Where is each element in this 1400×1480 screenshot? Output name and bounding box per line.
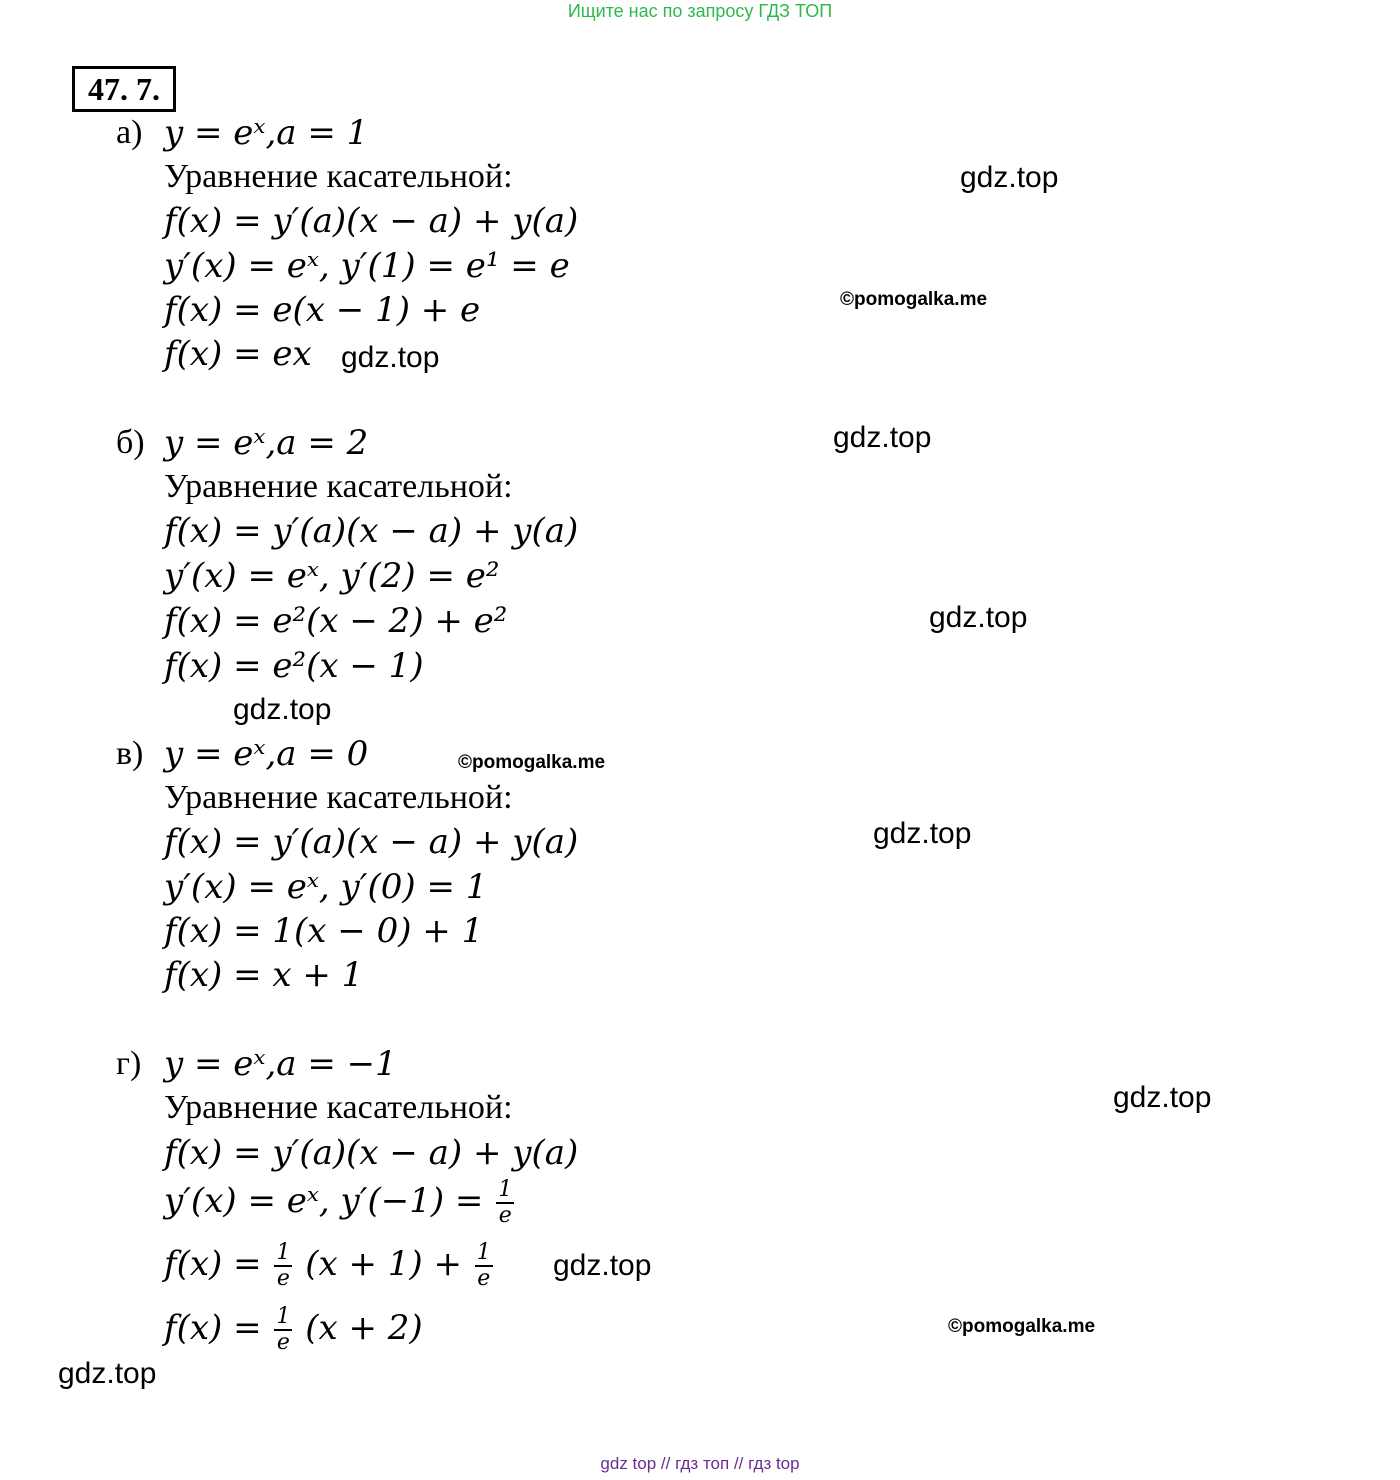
fraction bbox=[475, 1241, 493, 1291]
watermark-gdz: gdz.top bbox=[233, 693, 332, 726]
part-b-line-4: f(x) = e²(x − 1) bbox=[164, 646, 424, 686]
part-b-line-2: y′(x) = eˣ, y′(2) = e² bbox=[164, 556, 500, 596]
part-d-line-4-prefix: f(x) = bbox=[164, 1308, 262, 1348]
fraction-numerator: 1 bbox=[276, 1240, 291, 1265]
watermark-gdz: gdz.top bbox=[960, 161, 1059, 194]
part-c-line-3: f(x) = 1(x − 0) + 1 bbox=[164, 911, 484, 951]
part-d-line-4-suffix: (x + 2) bbox=[305, 1308, 423, 1348]
watermark-pomogalka: ©pomogalka.me bbox=[840, 289, 988, 310]
part-b-condition: y = eˣ,a = 2 bbox=[164, 423, 369, 463]
part-a-condition: y = eˣ,a = 1 bbox=[164, 113, 369, 153]
watermark-pomogalka: ©pomogalka.me bbox=[948, 1316, 1096, 1337]
part-a-line-3: f(x) = e(x − 1) + e bbox=[164, 290, 481, 330]
part-d-label: г) bbox=[116, 1045, 142, 1082]
part-d-line-4 bbox=[164, 1305, 423, 1355]
watermark-gdz: gdz.top bbox=[833, 421, 932, 454]
part-a-caption: Уравнение касательной: bbox=[164, 158, 513, 195]
part-d-line-3 bbox=[164, 1241, 495, 1291]
fraction-denominator: e bbox=[498, 1203, 512, 1228]
part-d-line-3-prefix: f(x) = bbox=[164, 1244, 262, 1284]
part-b-label: б) bbox=[116, 424, 145, 461]
watermark-gdz: gdz.top bbox=[873, 817, 972, 850]
fraction-numerator: 1 bbox=[476, 1240, 491, 1265]
part-d-line-2-prefix: y′(x) = eˣ, y′(−1) = bbox=[164, 1181, 484, 1221]
fraction bbox=[274, 1241, 292, 1291]
fraction-numerator: 1 bbox=[498, 1177, 513, 1202]
fraction-denominator: e bbox=[276, 1266, 290, 1291]
fraction-denominator: e bbox=[276, 1330, 290, 1355]
part-a-label: а) bbox=[116, 114, 143, 151]
fraction bbox=[496, 1178, 514, 1228]
part-c-label: в) bbox=[116, 735, 144, 772]
watermark-pomogalka: ©pomogalka.me bbox=[458, 752, 606, 773]
problem-number: 47. 7. bbox=[72, 66, 176, 112]
part-a-line-1: f(x) = y′(a)(x − a) + y(a) bbox=[164, 201, 579, 241]
part-c-caption: Уравнение касательной: bbox=[164, 779, 513, 816]
part-d-line-2 bbox=[164, 1178, 516, 1228]
part-c-line-4: f(x) = x + 1 bbox=[164, 955, 364, 995]
part-a-line-4: f(x) = ex bbox=[164, 334, 312, 374]
part-d-line-3-middle: (x + 1) + bbox=[305, 1244, 462, 1284]
part-c-line-1: f(x) = y′(a)(x − a) + y(a) bbox=[164, 822, 579, 862]
part-b-line-3: f(x) = e²(x − 2) + e² bbox=[164, 601, 508, 641]
fraction-numerator: 1 bbox=[276, 1304, 291, 1329]
footer-links[interactable]: gdz top // гдз топ // гдз top bbox=[600, 1454, 800, 1473]
watermark-gdz: gdz.top bbox=[553, 1249, 652, 1282]
part-c-line-2: y′(x) = eˣ, y′(0) = 1 bbox=[164, 867, 488, 907]
part-d-line-1: f(x) = y′(a)(x − a) + y(a) bbox=[164, 1133, 579, 1173]
part-b-line-1: f(x) = y′(a)(x − a) + y(a) bbox=[164, 511, 579, 551]
fraction bbox=[274, 1305, 292, 1355]
part-b-caption: Уравнение касательной: bbox=[164, 468, 513, 505]
watermark-gdz: gdz.top bbox=[341, 341, 440, 374]
part-d-caption: Уравнение касательной: bbox=[164, 1089, 513, 1126]
part-c-condition: y = eˣ,a = 0 bbox=[164, 734, 369, 774]
part-a-line-2: y′(x) = eˣ, y′(1) = e¹ = e bbox=[164, 246, 570, 286]
watermark-gdz: gdz.top bbox=[1113, 1081, 1212, 1114]
part-d-condition: y = eˣ,a = −1 bbox=[164, 1044, 397, 1084]
watermark-gdz: gdz.top bbox=[929, 601, 1028, 634]
fraction-denominator: e bbox=[477, 1266, 491, 1291]
top-banner[interactable]: Ищите нас по запросу ГДЗ ТОП bbox=[567, 1, 833, 21]
watermark-gdz: gdz.top bbox=[58, 1357, 157, 1390]
